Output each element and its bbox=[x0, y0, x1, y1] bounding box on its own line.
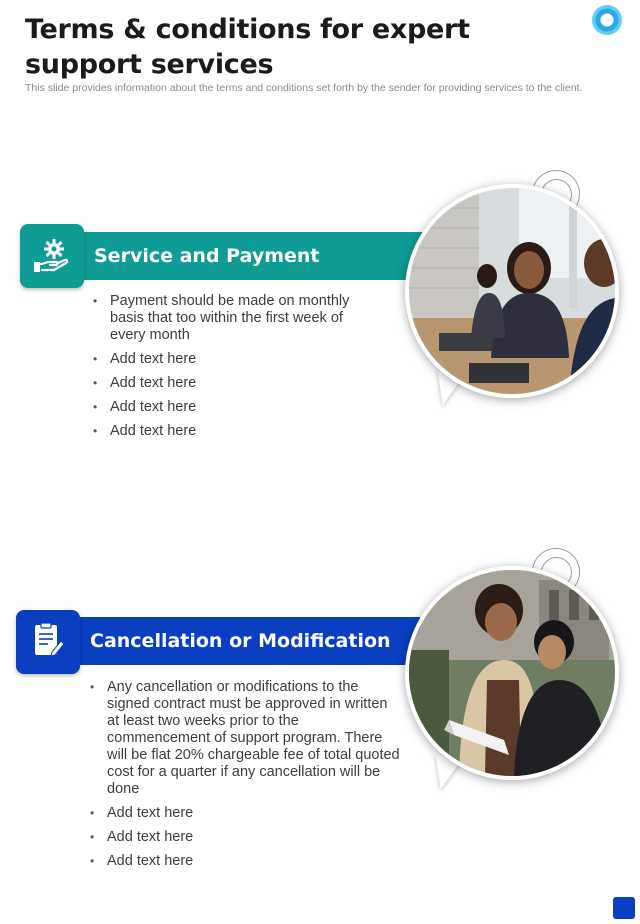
section-heading: Service and Payment bbox=[94, 245, 320, 267]
document-edit-icon bbox=[16, 610, 80, 674]
list-item: • Any cancellation or modifications to the signed contract must be approved in written at least two weeks prior to the commencement of support program. There will be flat 20% chargeable fee of total quoted cost for a quarter if any cancellation will be done bbox=[90, 679, 402, 798]
list-item: • Add text here bbox=[93, 399, 353, 416]
students-reading-photo bbox=[405, 566, 619, 780]
page-title: Terms & conditions for expert support services bbox=[25, 14, 470, 80]
list-item: • Payment should be made on monthly basis that too within the first week of every month bbox=[93, 293, 353, 344]
list-item: • Add text here bbox=[90, 829, 402, 846]
section-header-band bbox=[80, 617, 420, 665]
section-heading: Cancellation or Modification bbox=[90, 630, 391, 652]
call-center-team-photo bbox=[405, 184, 619, 398]
bullet-list bbox=[93, 293, 353, 447]
list-item: • Add text here bbox=[93, 351, 353, 368]
list-item: • Add text here bbox=[93, 375, 353, 392]
photo-bubble bbox=[405, 566, 627, 806]
corner-square bbox=[613, 897, 635, 919]
page-subtitle: This slide provides information about the terms and conditions set forth by the sender for providing services to the client. bbox=[25, 82, 583, 94]
list-item: • Add text here bbox=[90, 805, 402, 822]
hand-gear-icon bbox=[20, 224, 84, 288]
photo-bubble bbox=[405, 184, 627, 424]
list-item: • Add text here bbox=[93, 423, 353, 440]
section-header-band bbox=[84, 232, 424, 280]
logo-icon bbox=[592, 5, 622, 35]
bullet-list bbox=[90, 679, 402, 877]
list-item: • Add text here bbox=[90, 853, 402, 870]
